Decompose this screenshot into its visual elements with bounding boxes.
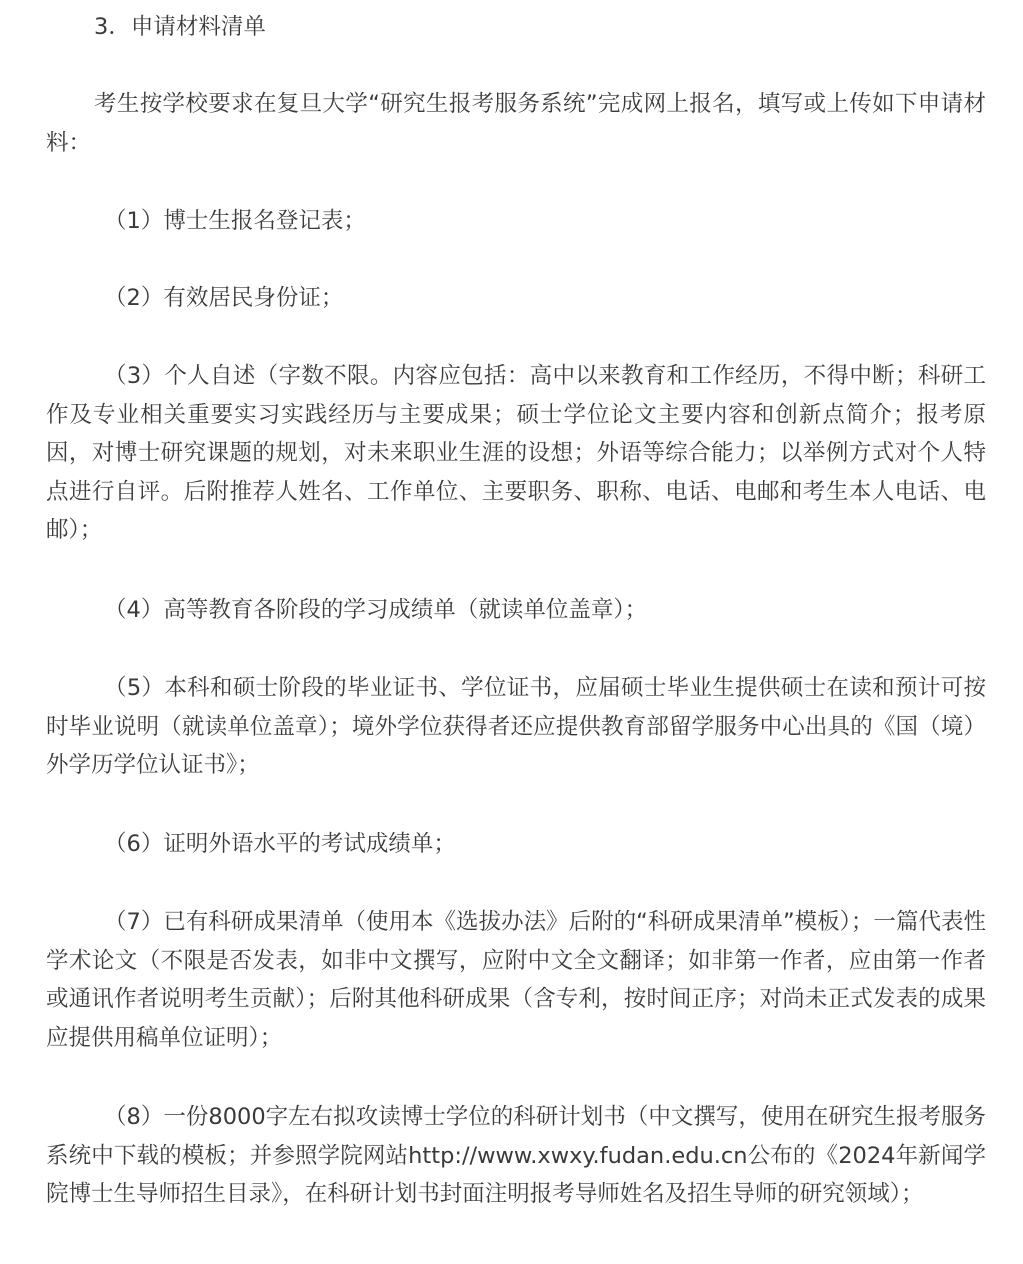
section-heading: 3．申请材料清单 bbox=[94, 14, 266, 40]
material-item-4: （4）高等教育各阶段的学习成绩单（就读单位盖章）； bbox=[104, 597, 648, 623]
material-item-2: （2）有效居民身份证； bbox=[104, 285, 344, 311]
material-item-5: （5）本科和硕士阶段的毕业证书、学位证书，应届硕士毕业生提供硕士在读和预计可按时毕业说明（就读单位盖章）；境外学位获得者还应提供教育部留学服务中心出具的《国（境）外学历学位认证书》； bbox=[46, 675, 986, 778]
material-item-8: （8）一份8000字左右拟攻读博士学位的科研计划书（中文撰写，使用在研究生报考服务系统中下载的模板；并参照学院网站http://www.xwxy.fudan.edu.cn公布的《2024年新闻学院博士生导师招生目录》，在科研计划书封面注明报考导师姓名及招生导师的研究领域）； bbox=[46, 1104, 986, 1207]
material-item-1: （1）博士生报名登记表； bbox=[104, 208, 366, 234]
material-item-3: （3）个人自述（字数不限。内容应包括：高中以来教育和工作经历，不得中断；科研工作及专业相关重要实习实践经历与主要成果；硕士学位论文主要内容和创新点简介；报考原因，对博士研究课题的规划，对未来职业生涯的设想；外语等综合能力；以举例方式对个人特点进行自评。后附推荐人姓名、工作单位、主要职务、职称、电话、电邮和考生本人电话、电邮）； bbox=[46, 363, 986, 543]
material-item-7: （7）已有科研成果清单（使用本《选拔办法》后附的“科研成果清单”模板）；一篇代表性学术论文（不限是否发表，如非中文撰写，应附中文全文翻译；如非第一作者，应由第一作者或通讯作者说明考生贡献）；后附其他科研成果（含专利，按时间正序；对尚未正式发表的成果应提供用稿单位证明）； bbox=[46, 909, 986, 1051]
intro-paragraph: 考生按学校要求在复旦大学“研究生报考服务系统”完成网上报名，填写或上传如下申请材料： bbox=[46, 91, 986, 156]
material-item-6: （6）证明外语水平的考试成绩单； bbox=[104, 831, 456, 857]
